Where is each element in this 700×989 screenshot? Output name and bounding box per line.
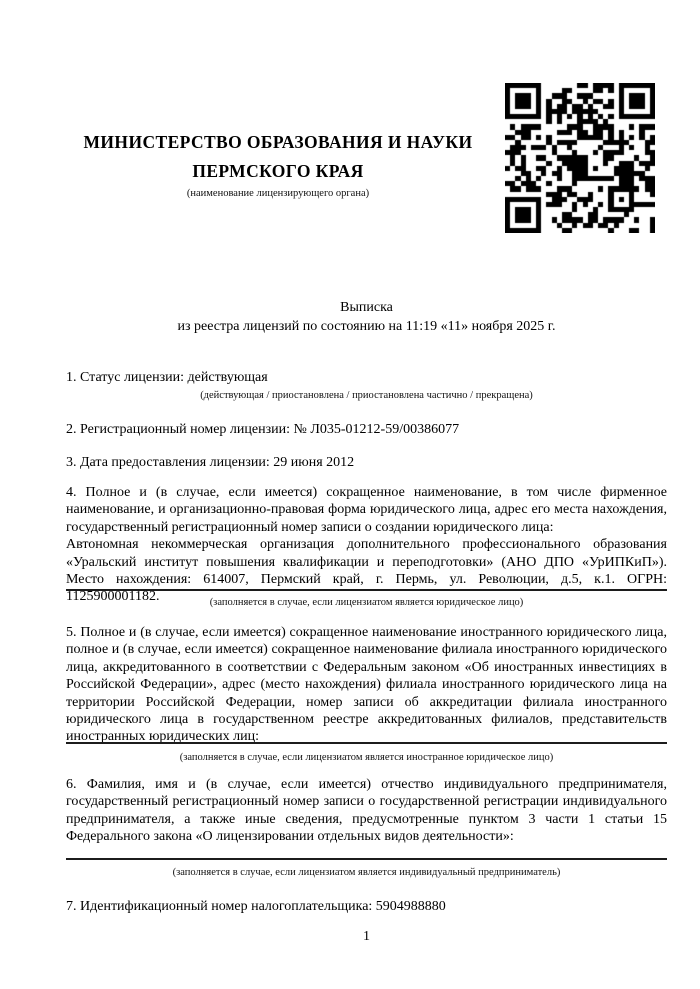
grant-date-line: 3. Дата предоставления лицензии: 29 июня 2012: [66, 455, 355, 470]
qr-code-icon: [505, 83, 655, 233]
document-title-line: Выписка: [340, 300, 393, 315]
status-options-caption: (действующая / приостановлена / приостановлена частично / прекращена): [200, 390, 533, 401]
entrepreneur-intro: 6. Фамилия, имя и (в случае, если имеется) отчество индивидуального предпринимателя, государственный регистрационный номер записи о государственной регистрации индивидуального предпринимателя, а также иные сведения, предусмотренные пунктом 3 части 1 статьи 15 Федерального закона «О лицензировании отдельных видов деятельности»:: [66, 777, 667, 845]
entrepreneur-fill-line: [66, 858, 667, 860]
legal-entity-section: [66, 484, 667, 606]
license-status-line: 1. Статус лицензии: действующая: [66, 370, 268, 385]
ministry-name-line1: МИНИСТЕРСТВО ОБРАЗОВАНИЯ И НАУКИ: [83, 132, 473, 152]
ministry-name: [66, 128, 490, 186]
page-number: 1: [363, 929, 370, 944]
inn-line: 7. Идентификационный номер налогоплательщика: 5904988880: [66, 899, 446, 914]
licensing-authority-caption: (наименование лицензирующего органа): [186, 188, 370, 199]
legal-entity-fill-line: [66, 589, 667, 591]
legal-entity-intro: 4. Полное и (в случае, если имеется) сокращенное наименование, в том числе фирменное наименование, и организационно-правовая форма юридического лица, адрес его места нахождения, государственный регистрационный номер записи о создании юридического лица:: [66, 485, 667, 535]
legal-entity-value: Автономная некоммерческая организация дополнительного профессионального образования «Уральский институт повышения квалификации и переподготовки» (АНО ДПО «УрИПКиП»). Место нахождения: 614007, Пермский край, г. Пермь, ул. Революции, д.5, к.1. ОГРН: 1125900001182.: [66, 537, 667, 605]
foreign-entity-caption: (заполняется в случае, если лицензиатом является иностранное юридическое лицо): [179, 752, 554, 763]
entrepreneur-caption: (заполняется в случае, если лицензиатом является индивидуальный предприниматель): [172, 867, 561, 878]
registration-number-line: 2. Регистрационный номер лицензии: № Л035-01212-59/00386077: [66, 422, 460, 437]
document-subtitle-date: из реестра лицензий по состоянию на 11:19 «11» ноября 2025 г.: [177, 318, 556, 334]
foreign-entity-intro: 5. Полное и (в случае, если имеется) сокращенное наименование иностранного юридического лица, полное и (в случае, если имеется) сокращенное наименование филиала иностранного юридического лица, аккредитованного в соответствии с Федеральным законом «Об иностранных инвестициях в Российской Федерации», адрес (место нахождения) филиала иностранного юридического лица на территории Российской Федерации, номер записи об аккредитации филиала иностранного юридического лица в государственном реестре аккредитованных филиалов, представительств иностранных юридических лиц:: [66, 625, 667, 745]
document-title: [66, 299, 667, 336]
foreign-entity-fill-line: [66, 742, 667, 744]
legal-entity-caption: (заполняется в случае, если лицензиатом является юридическое лицо): [209, 597, 524, 608]
ministry-name-line2: ПЕРМСКОГО КРАЯ: [192, 161, 364, 181]
